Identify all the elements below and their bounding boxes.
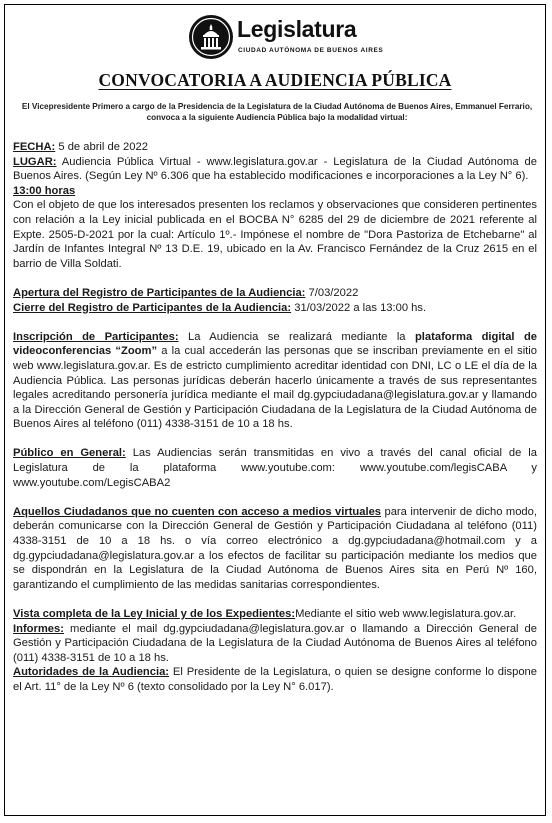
brand-subtitle: CIUDAD AUTÓNOMA DE BUENOS AIRES [238, 47, 384, 54]
inscripcion-paragraph: Inscripción de Participantes: La Audiencia se realizará mediante la plataforma digital de videoconferencias “Zoom” a la cual accederán las personas que se inscriban previamente en el sitio web www.legislatura.gov.ar. Es de estricto cumplimiento acreditar identidad con DNI, LC o LE el día de la Audiencia Pública. Las personas jurídicas deberán hacerlo únicamente a través de sus representantes legales acreditando personería jurídica mediante el mail dg.gypciudadana@legislatura.gov.ar y llamando a la Dirección General de Gestión y Participación Ciudadana de la Legislatura de la Ciudad Autónoma de Buenos Aires al teléfono (011) 4338-3151 de 10 a 18 hs. [13, 330, 538, 431]
objeto-paragraph: Con el objeto de que los interesados presenten los reclamos y observaciones que consideren pertinentes con relación a la Ley inicial publicada en el BOCBA N° 6285 del 29 de diciembre de 2021 referente al Expte. 2505-D-2021 por la cual: Artículo 1º.- Impónese el nombre de "Dora Pastoriza de Etchebarne" al Jardín de Infantes Integral Nº 13 D.E. 19, ubicado en la Av. Francisco Fernández de la Cruz 2615 en el barrio de Villa Soldati. [13, 199, 537, 270]
ciudadanos-paragraph: Aquellos Ciudadanos que no cuenten con acceso a medios virtuales para intervenir de dicho modo, deberán comunicarse con la Dirección General de Gestión y Participación Ciudadana al teléfono (011) 4338-3151 de 10 a 18 hs. o vía correo electrónico a dg.gypciudadana@hotmail.com y a dg.gypciudadana@legislatura.gov.ar a los efectos de facilitar su participación mediante los medios que se dispondrán en la Legislatura de la Ciudad Autónoma de Buenos Aires sita en Perú Nº 160, garantizando el cumplimiento de las medidas sanitarias correspondientes. [13, 505, 537, 591]
intro-text: El Vicepresidente Primero a cargo de la Presidencia de la Legislatura de la Ciudad Autónoma de Buenos Aires, Emmanuel Ferrario, convoca a la siguiente Audiencia Pública bajo la modalidad virtual: [21, 102, 533, 122]
cierre-line: Cierre del Registro de Participantes de la Audiencia: 31/03/2022 a las 13:00 hs. [13, 301, 427, 314]
header [5, 5, 545, 65]
hora-line: 13:00 horas [13, 184, 76, 197]
lugar-line: LUGAR: Audiencia Pública Virtual - www.legislatura.gov.ar - Legislatura de la Ciudad Autónoma de Buenos Aires. (Según Ley Nº 6.306 que ha establecido modificaciones e incorporaciones a la Ley N° 6). [13, 155, 537, 183]
autoridades-paragraph: Autoridades de la Audiencia: El Presidente de la Legislatura, o quien se designe conforme lo dispone el Art. 11° de la Ley Nº 6 (texto consolidado por la Ley N° 6.017). [13, 666, 537, 693]
legislature-emblem-icon [189, 15, 233, 59]
vista-paragraph: Vista completa de la Ley Inicial y de los Expedientes:Mediante el sitio web www.legislatura.gov.ar. [13, 608, 517, 620]
notice-page [4, 4, 546, 816]
fecha-line: FECHA: 5 de abril de 2022 [13, 141, 148, 153]
page-title: CONVOCATORIA A AUDIENCIA PÚBLICA [98, 70, 452, 90]
notice-body [13, 140, 537, 695]
publico-paragraph: Público en General: Las Audiencias serán transmitidas en vivo a través del canal oficial de la Legislatura de la plataforma www.youtube.com: www.youtube.com/legisCABA y www.youtube.com/LegisCABA2 [13, 447, 537, 489]
brand-name: Legislatura [237, 16, 357, 42]
informes-paragraph: Informes: mediante el mail dg.gypciudadana@legislatura.gov.ar o llamando a Dirección General de Gestión y Participación Ciudadana de la Legislatura de la Ciudad Autónoma de Buenos Aires al teléfono (011) 4338-3151 de 10 a 18 hs. [13, 622, 537, 664]
apertura-line: Apertura del Registro de Participantes de la Audiencia: 7/03/2022 [13, 286, 359, 299]
